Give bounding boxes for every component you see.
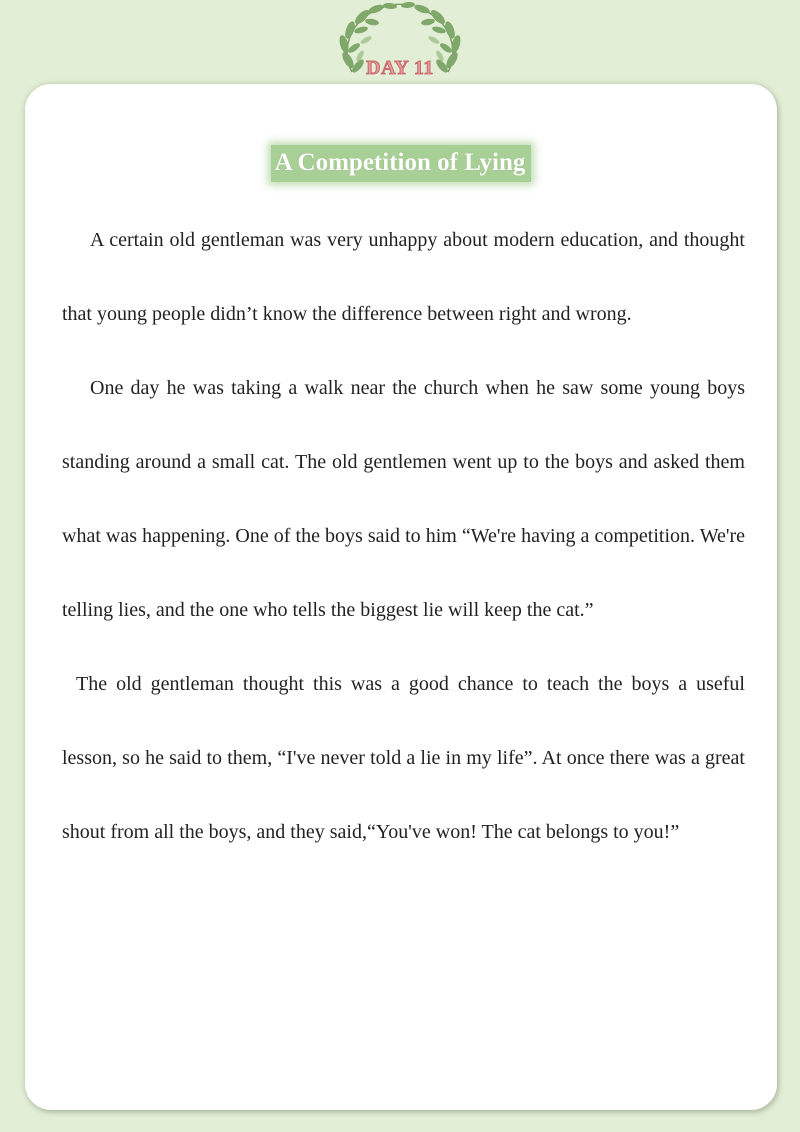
story-body	[62, 203, 745, 869]
day-badge	[330, 0, 470, 84]
story-card	[25, 84, 777, 1110]
paragraph-3: The old gentleman thought this was a good chance to teach the boys a useful lesson, so he said to them, “I've never told a lie in my life”. At once there was a great shout from all the boys, and they said,“You've won! The cat belongs to you!”	[62, 673, 745, 843]
title-container	[25, 145, 777, 182]
paragraph-2: One day he was taking a walk near the church when he saw some young boys standing around a small cat. The old gentlemen went up to the boys and asked them what was happening. One of the boys said to him “We're having a competition. We're telling lies, and the one who tells the biggest lie will keep the cat.”	[62, 377, 745, 621]
story-title: A Competition of Lying	[271, 145, 532, 182]
day-label: DAY 11	[366, 57, 434, 79]
paragraph-1: A certain old gentleman was very unhappy about modern education, and thought that young people didn’t know the difference between right and wrong.	[62, 229, 745, 325]
